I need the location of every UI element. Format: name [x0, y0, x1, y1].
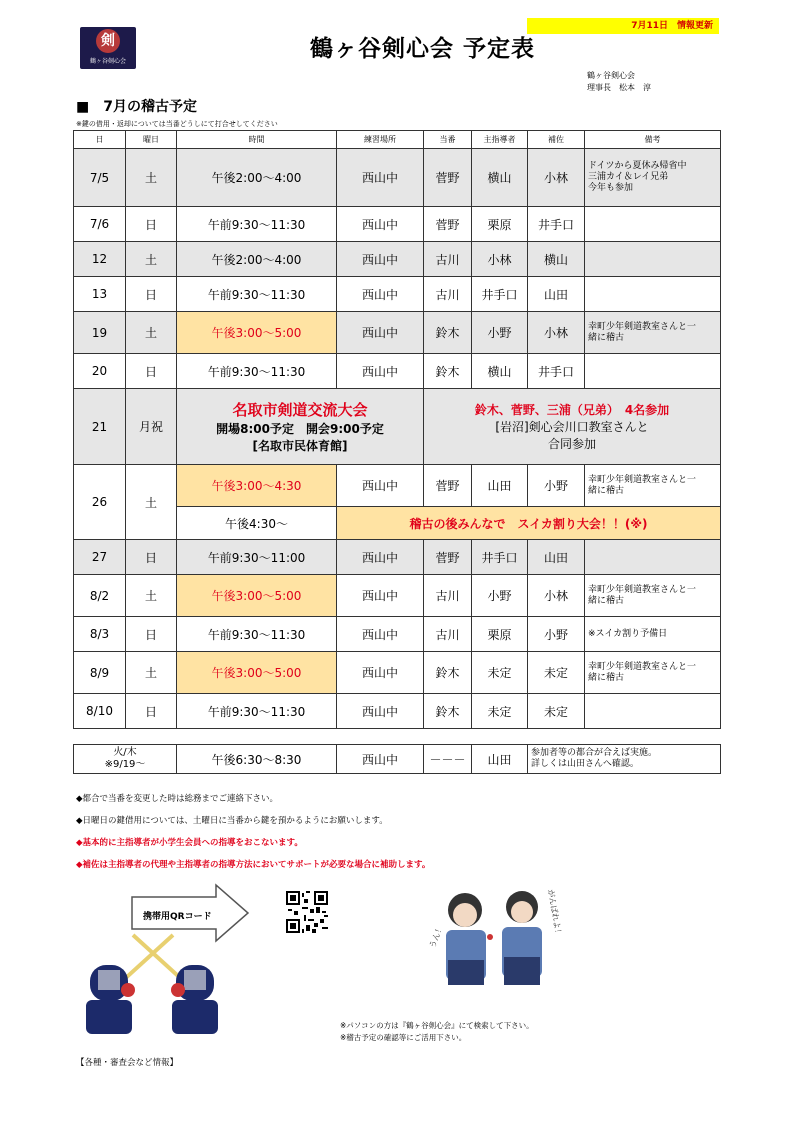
cell-lead: 山田 [472, 745, 528, 774]
cell-remarks [585, 652, 721, 694]
cell-weekday: 土 [126, 242, 177, 277]
table-row [74, 465, 721, 507]
remark-line: 緒に稽古 [588, 595, 625, 606]
cell-assist: 小林 [528, 312, 585, 354]
table-row [74, 575, 721, 617]
cell-remarks [585, 354, 721, 389]
cell-weekday: 土 [126, 575, 177, 617]
table-row [74, 694, 721, 729]
weekday-practice-table [73, 744, 721, 774]
cell-remarks [585, 242, 721, 277]
event-joint-2: 合同参加 [547, 437, 596, 451]
table-row-event [74, 389, 721, 465]
cell-time: 午前9:30～11:30 [177, 694, 337, 729]
cell-day: 21 [74, 389, 126, 465]
cell-place: 西山中 [337, 207, 424, 242]
event-joint: [岩沼]剣心会川口教室さんと [495, 420, 649, 434]
weekday-days: 火/木 [113, 747, 137, 758]
cell-place: 西山中 [337, 465, 424, 507]
table-row [74, 277, 721, 312]
cell-time: 午前9:30～11:30 [177, 277, 337, 312]
practice-illustration [428, 885, 564, 995]
cell-weekday: 日 [126, 277, 177, 312]
table-header-row [74, 131, 721, 149]
cell-duty: 菅野 [424, 540, 472, 575]
cell-remarks [585, 575, 721, 617]
cell-weekday: 日 [126, 694, 177, 729]
cell-weekday: 日 [126, 354, 177, 389]
cell-day: 26 [74, 465, 126, 540]
cell-duty: 古川 [424, 242, 472, 277]
remark-line: 緒に稽古 [588, 485, 625, 496]
cell-lead: 栗原 [472, 207, 528, 242]
section-title: ■ 7月の稽古予定 [76, 99, 197, 115]
header-assist: 補佐 [528, 131, 585, 149]
cell-duty: －－－ [424, 745, 472, 774]
cell-assist: 山田 [528, 277, 585, 312]
remark-line: 緒に稽古 [588, 332, 625, 343]
remark-line: 緒に稽古 [588, 672, 625, 683]
cell-assist: 小林 [528, 575, 585, 617]
cell-remarks [585, 540, 721, 575]
table-row [74, 745, 721, 774]
cell-time: 午前9:30～11:00 [177, 540, 337, 575]
remark-line: 詳しくは山田さんへ確認。 [531, 759, 639, 769]
cell-place: 西山中 [337, 694, 424, 729]
cell-time: 午後6:30～8:30 [177, 745, 337, 774]
cell-duty: 鈴木 [424, 312, 472, 354]
cell-day: 8/2 [74, 575, 126, 617]
cell-lead: 栗原 [472, 617, 528, 652]
cell-place: 西山中 [337, 575, 424, 617]
remark-line: 幸町少年剣道教室さんと一 [588, 321, 697, 332]
org-name: 鶴ヶ谷剣心会 [587, 71, 635, 80]
event-title: 名取市剣道交流大会 [232, 401, 368, 419]
header-remarks: 備考 [585, 131, 721, 149]
cell-day [74, 745, 177, 774]
table-row [74, 149, 721, 207]
qr-label: 携帯用QRコード [143, 912, 212, 922]
cell-lead: 小野 [472, 575, 528, 617]
remark-line: 幸町少年剣道教室さんと一 [588, 474, 697, 485]
cell-assist: 未定 [528, 652, 585, 694]
logo-glyph: 剣 [96, 29, 120, 53]
table-row [74, 652, 721, 694]
org-chair: 理事長 松本 淳 [587, 83, 651, 92]
cell-weekday: 土 [126, 652, 177, 694]
cell-lead: 井手口 [472, 277, 528, 312]
table-row [74, 540, 721, 575]
table-row [74, 354, 721, 389]
cell-duty: 古川 [424, 617, 472, 652]
cell-place: 西山中 [337, 617, 424, 652]
cell-duty: 古川 [424, 277, 472, 312]
cell-assist: 小林 [528, 149, 585, 207]
cell-day: 19 [74, 312, 126, 354]
cell-assist: 小野 [528, 465, 585, 507]
cell-watermelon-event: 稽古の後みんなで スイカ割り大会！！(※) [337, 507, 721, 540]
event-times: 開場8:00予定 開会9:00予定 [216, 422, 384, 436]
remark-line: 参加者等の都合が合えば実施。 [531, 748, 658, 758]
weekday-start: ※9/19～ [104, 759, 146, 770]
cell-time: 午前9:30～11:30 [177, 354, 337, 389]
cell-time: 午前9:30～11:30 [177, 617, 337, 652]
cell-time: 午後2:00～4:00 [177, 149, 337, 207]
cell-day: 8/3 [74, 617, 126, 652]
cell-lead: 小野 [472, 312, 528, 354]
cell-day: 8/9 [74, 652, 126, 694]
club-logo [80, 27, 136, 69]
cell-assist: 未定 [528, 694, 585, 729]
remark-line: 今年も参加 [588, 183, 634, 193]
cell-time-highlight: 午後3:00～5:00 [177, 575, 337, 617]
header-weekday: 曜日 [126, 131, 177, 149]
note-item-emphasis: ◆補佐は主指導者の代理や主指導者の指導方法においてサポートが必要な場合に補助します。 [76, 860, 431, 870]
footer-notes [340, 1020, 534, 1044]
header-time: 時間 [177, 131, 337, 149]
cell-lead: 未定 [472, 694, 528, 729]
cell-duty: 鈴木 [424, 354, 472, 389]
cell-remarks [585, 207, 721, 242]
cell-time-highlight: 午後3:00～5:00 [177, 652, 337, 694]
cell-day: 27 [74, 540, 126, 575]
table-row [74, 617, 721, 652]
header-place: 練習場所 [337, 131, 424, 149]
cell-assist: 山田 [528, 540, 585, 575]
cell-lead: 未定 [472, 652, 528, 694]
cell-place: 西山中 [337, 277, 424, 312]
table-row [74, 242, 721, 277]
cell-weekday: 土 [126, 149, 177, 207]
cell-time: 午前9:30～11:30 [177, 207, 337, 242]
update-badge: 7月11日 情報更新 [527, 18, 719, 34]
note-item: ◆都合で当番を変更した時は総務までご連絡下さい。 [76, 794, 279, 804]
cell-duty: 古川 [424, 575, 472, 617]
cell-weekday: 月祝 [126, 389, 177, 465]
organization-info [587, 70, 651, 94]
remark-line: 三浦カイ＆レイ兄弟 [588, 172, 669, 182]
cell-remarks [585, 149, 721, 207]
schedule-table [73, 130, 721, 729]
cell-day: 7/6 [74, 207, 126, 242]
logo-name: 鶴ヶ谷剣心会 [89, 58, 126, 65]
note-item-emphasis: ◆基本的に主指導者が小学生会員への指導をおこないます。 [76, 838, 303, 848]
qr-code-icon[interactable] [286, 891, 328, 933]
cell-remarks [528, 745, 721, 774]
cell-weekday: 日 [126, 617, 177, 652]
cell-weekday: 土 [126, 312, 177, 354]
cell-remarks [585, 312, 721, 354]
footer-search: ※パソコンの方は『鶴ヶ谷剣心会』にて検索して下さい。 [340, 1021, 534, 1030]
cell-place: 西山中 [337, 652, 424, 694]
event-venue: [名取市民体育館] [252, 439, 348, 453]
cell-day: 13 [74, 277, 126, 312]
notes-list [76, 788, 430, 876]
cell-place: 西山中 [337, 149, 424, 207]
cell-place: 西山中 [337, 354, 424, 389]
cell-event [177, 389, 424, 465]
remark-line: 幸町少年剣道教室さんと一 [588, 661, 697, 672]
cell-remarks: ※スイカ割り予備日 [585, 617, 721, 652]
cell-time: 午後2:00～4:00 [177, 242, 337, 277]
cell-lead: 横山 [472, 149, 528, 207]
header-lead: 主指導者 [472, 131, 528, 149]
cell-day: 20 [74, 354, 126, 389]
cell-weekday: 土 [126, 465, 177, 540]
page-title: 鶴ヶ谷剣心会 予定表 [310, 36, 536, 62]
footer-usage: ※稽古予定の確認等にご活用下さい。 [340, 1033, 467, 1042]
cell-place: 西山中 [337, 540, 424, 575]
remark-line: 幸町少年剣道教室さんと一 [588, 584, 697, 595]
cell-duty: 菅野 [424, 465, 472, 507]
note-item: ◆日曜日の鍵借用については、土曜日に当番から鍵を預かるようにお願いします。 [76, 816, 388, 826]
table-row [74, 207, 721, 242]
remark-line: ドイツから夏休み帰省中 [588, 161, 687, 171]
cell-day: 8/10 [74, 694, 126, 729]
cell-duty: 菅野 [424, 149, 472, 207]
cell-assist: 井手口 [528, 207, 585, 242]
cell-assist: 小野 [528, 617, 585, 652]
kendo-players-illustration [78, 930, 228, 1040]
bubble-right: がんばれよ！ [546, 888, 564, 938]
event-participants: 鈴木、菅野、三浦（兄弟） 4名参加 [474, 403, 670, 417]
cell-duty: 鈴木 [424, 652, 472, 694]
cell-lead: 小林 [472, 242, 528, 277]
cell-lead: 横山 [472, 354, 528, 389]
table-row [74, 312, 721, 354]
cell-lead: 井手口 [472, 540, 528, 575]
cell-time: 午後4:30～ [177, 507, 337, 540]
cell-day: 7/5 [74, 149, 126, 207]
cell-remarks [585, 465, 721, 507]
cell-place: 西山中 [337, 242, 424, 277]
cell-remarks [585, 277, 721, 312]
cell-duty: 菅野 [424, 207, 472, 242]
key-note: ※鍵の借用・返却については当番どうしにて打合せしてください [76, 120, 278, 128]
cell-weekday: 日 [126, 207, 177, 242]
cell-place: 西山中 [337, 312, 424, 354]
cell-remarks [585, 694, 721, 729]
cell-weekday: 日 [126, 540, 177, 575]
cell-lead: 山田 [472, 465, 528, 507]
cell-assist: 横山 [528, 242, 585, 277]
header-day: 日 [74, 131, 126, 149]
cell-time-highlight: 午後3:00～5:00 [177, 312, 337, 354]
cell-time-highlight: 午後3:00～4:30 [177, 465, 337, 507]
header-duty: 当番 [424, 131, 472, 149]
bubble-left: うん！ [428, 923, 445, 950]
cell-assist: 井手口 [528, 354, 585, 389]
cell-event-detail [424, 389, 721, 465]
cell-duty: 鈴木 [424, 694, 472, 729]
cell-day: 12 [74, 242, 126, 277]
info-heading: 【各種・審査会など情報】 [76, 1058, 179, 1068]
cell-place: 西山中 [337, 745, 424, 774]
